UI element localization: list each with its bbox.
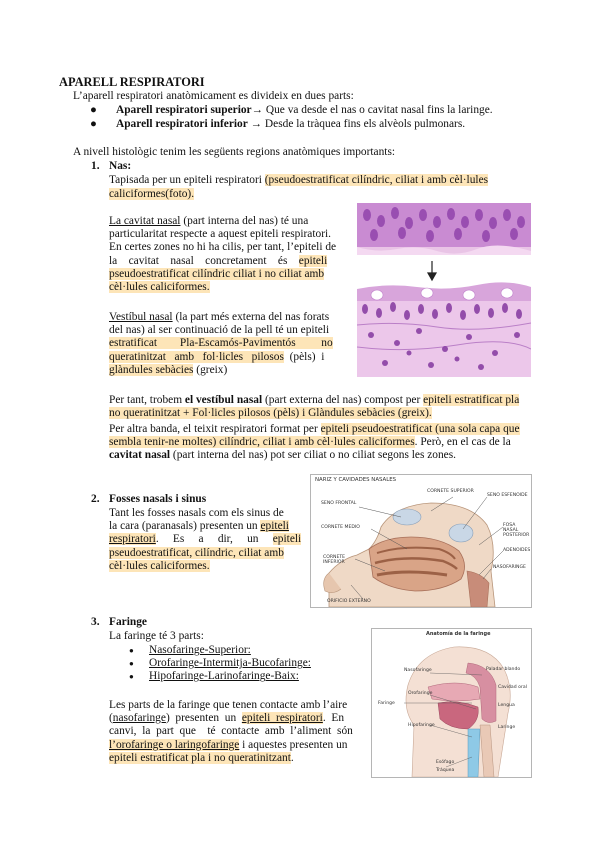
figure-label: Nasofaringe [404, 668, 432, 673]
bullet-icon: ● [90, 104, 97, 116]
figure-label: Orofaringe [408, 691, 433, 696]
bullet-icon: ● [90, 118, 97, 130]
figure-label: SENO ESFENOIDE [487, 493, 528, 498]
nas-line-1: Tapisada per un epiteli respiratori (pseudoestratificat cilíndric, ciliat i amb cèl·lules [109, 174, 489, 186]
document-title: APARELL RESPIRATORI [59, 75, 205, 89]
summary-paragraph-1: Per tant, trobem el vestíbul nasal (part externa del nas) compost per epiteli estratificat pla no queratinitzat + Fol·licles pilosos (pèls) i Glàndules sebàcies (greix). [109, 394, 520, 420]
figure-label: Faringe [378, 701, 395, 706]
nas-line-2: caliciformes(foto). [109, 188, 195, 200]
figure-label: Hipofaringe [408, 723, 435, 728]
figure-label: Laringe [498, 725, 516, 730]
list-item: ● Orofaringe-Intermitja-Bucofaringe: [127, 657, 311, 670]
faringe-paragraph: Les parts de la faringe que tenen contacte amb l’aire (nasofaringe) presenten un epiteli respiratori. En canvi, la part que té contacte amb l’aliment són l’orofaringe o laringofaringe i aquestes presenten un epiteli estratificat pla i no queratinitzant. [109, 699, 353, 764]
figure-title: Anatomía de la faringe [426, 631, 491, 637]
pharynx-figure [371, 628, 532, 778]
vestibul-nasal-paragraph: Vestíbul nasal (la part més externa del nas forats del nas) al ser continuació de la pell té un epiteli estratificat Pla-Escamós-Pavimentós no queratinitzat amb fol·licles pilosos (pèls) i glàndules sebàcies (greix) [109, 311, 333, 376]
figure-label: Paladar blando [486, 667, 521, 672]
intro-text: L’aparell respiratori anatòmicament es divideix en dues parts: [73, 90, 354, 102]
fosses-paragraph: Tant les fosses nasals com els sinus de la cara (paranasals) presenten un epiteli respiratori. Es a dir, un epiteli pseudoestratificat, cilíndric, ciliat amb cèl·lules caliciformes. [109, 507, 302, 572]
section-number: 1. [91, 160, 100, 172]
figure-label: FOSA NASAL POSTERIOR [503, 523, 530, 538]
figure-label: ORIFICIO EXTERNO [327, 599, 371, 604]
histology-image [357, 203, 531, 377]
figure-label: Esófago [436, 760, 455, 765]
section-heading: Fosses nasals i sinus [109, 493, 207, 505]
figure-label: CORNETE SUPERIOR [427, 489, 474, 494]
section-number: 2. [91, 493, 100, 505]
section-number: 3. [91, 616, 100, 628]
list-item: ● Hipofaringe-Larinofaringe-Baix: [127, 670, 311, 683]
part-superior: ● Aparell respiratori superior→ Que va desde el nas o cavitat nasal fins la laringe. [90, 104, 493, 116]
section-heading: Faringe [109, 616, 147, 628]
figure-label: CORNETE INFERIOR [323, 555, 346, 565]
histology-intro: A nivell histològic tenim les següents regions anatòmiques importants: [73, 146, 396, 158]
list-item: ● Nasofaringe-Superior: [127, 644, 311, 657]
cavitat-nasal-paragraph: La cavitat nasal (part interna del nas) té una particularitat respecte a aquest epiteli respiratori. En certes zones no hi ha cilis, per tant, l’epiteli de la cavitat nasal concretament és epiteli pseudoestratificat cilíndric ciliat i no ciliat amb cèl·lules caliciformes. [109, 215, 337, 294]
figure-label: ADENOIDES [503, 548, 531, 553]
nasal-cavities-figure [310, 474, 532, 608]
figure-label: Lengua [498, 703, 515, 708]
figure-label: SENO FRONTAL [321, 501, 357, 506]
faringe-parts-list [127, 644, 311, 684]
summary-paragraph-2: Per altra banda, el teixit respiratori format per epiteli pseudoestratificat (una sola capa que sembla tenir-ne moltes) cilíndric, ciliat i amb cèl·lules caliciformes. Però, en el cas de la cavitat nasal (part interna del nas) pot ser ciliat o no ciliat segons les zones. [109, 423, 520, 462]
histology-photo [357, 203, 531, 377]
figure-title: NARIZ Y CAVIDADES NASALES [315, 477, 397, 483]
figure-label: Tráquea [436, 768, 455, 773]
figure-label: CORNETE MEDIO [321, 525, 360, 530]
section-heading: Nas: [109, 160, 132, 172]
figure-label: NASOFARINGE [493, 565, 526, 570]
part-inferior: ● Aparell respiratori inferior → Desde la tràquea fins els alvèols pulmonars. [90, 118, 466, 130]
faringe-intro: La faringe té 3 parts: [109, 630, 204, 642]
figure-label: Cavidad oral [498, 685, 527, 690]
